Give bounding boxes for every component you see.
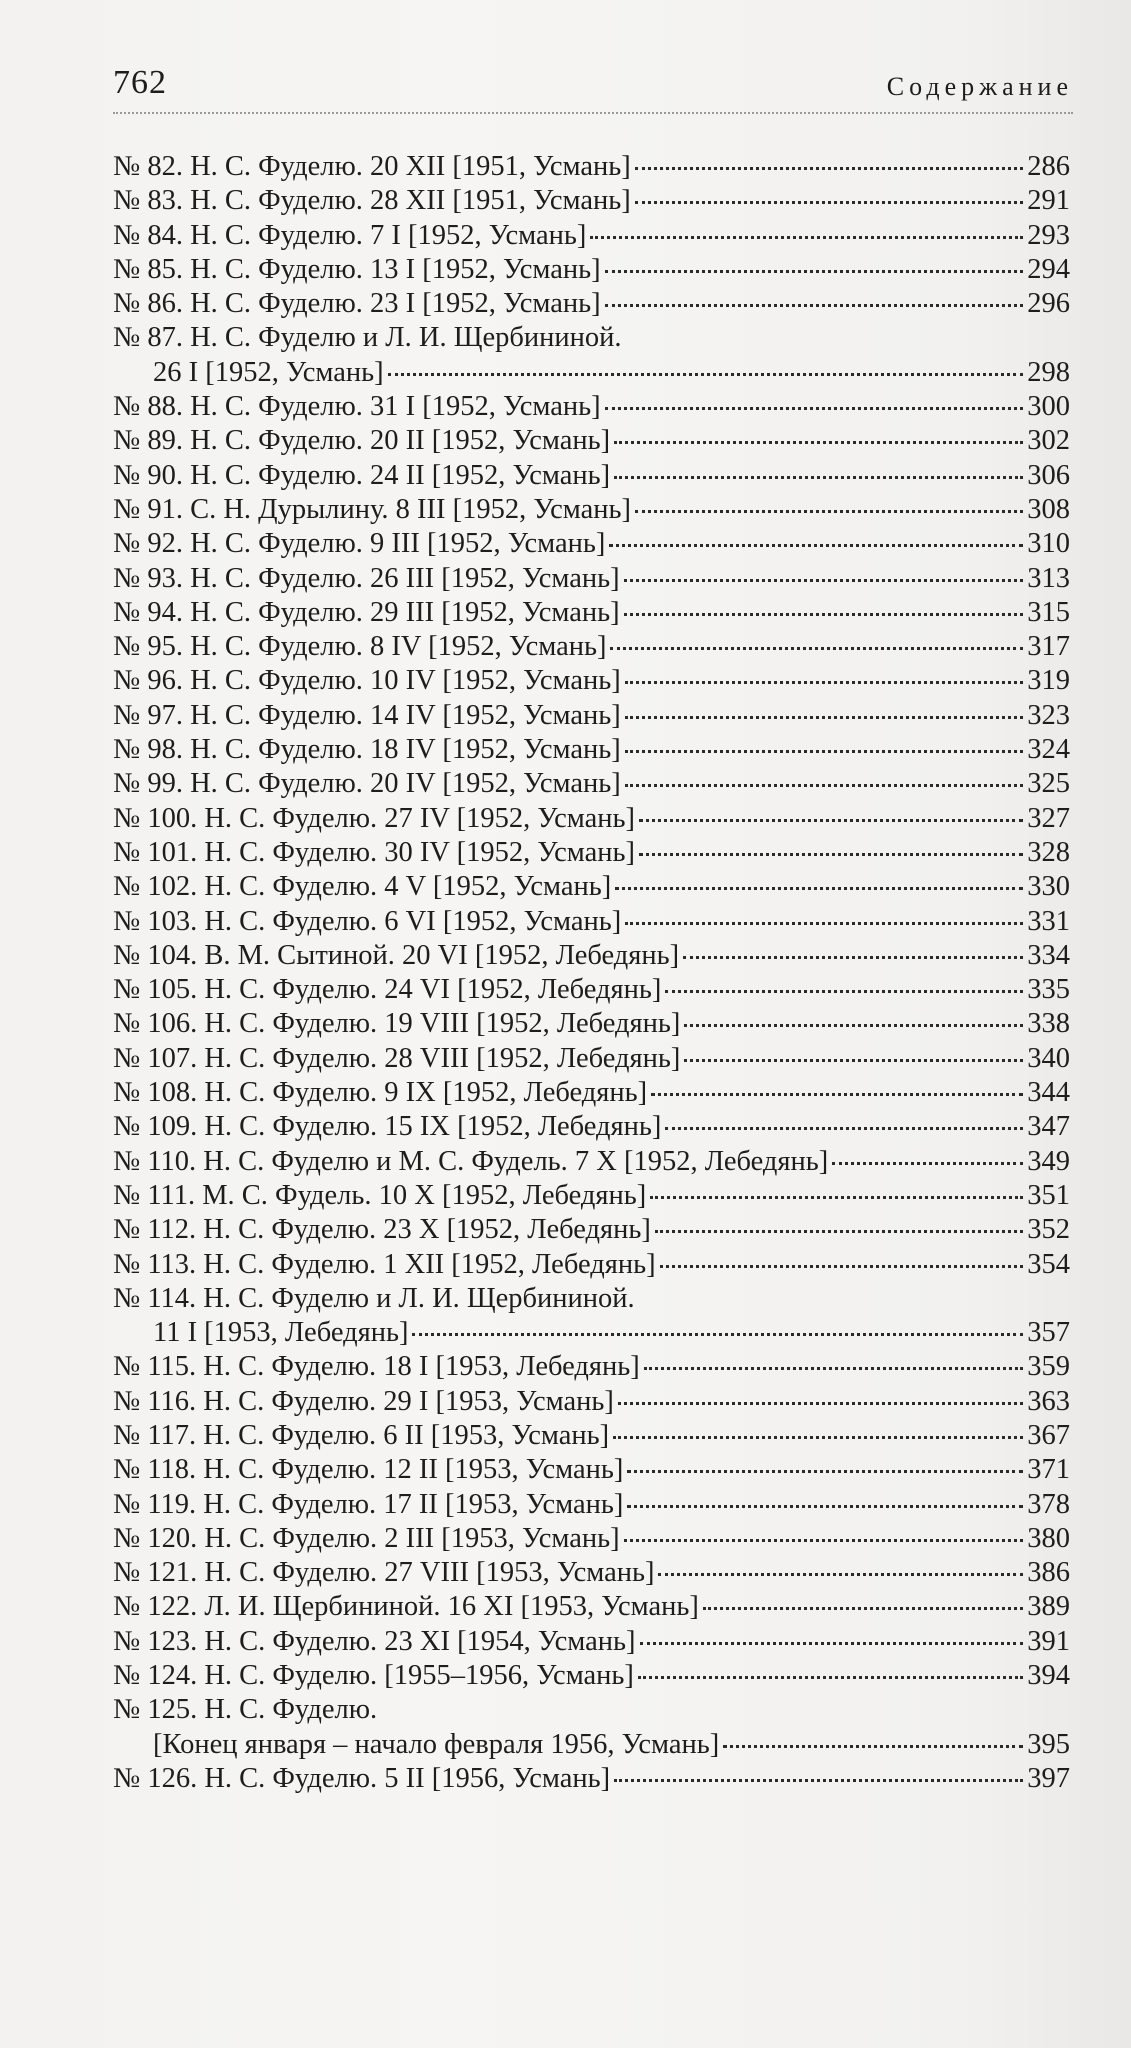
toc-entry <box>113 1042 1070 1076</box>
dot-leader <box>665 990 1023 993</box>
toc-entry-title: № 95. Н. С. Фуделю. 8 IV [1952, Усмань] <box>113 631 607 663</box>
toc-entry <box>113 184 1070 218</box>
dot-leader <box>639 853 1023 856</box>
toc-entry-title: № 122. Л. И. Щербининой. 16 XI [1953, Усмань] <box>113 1591 699 1623</box>
toc-entry <box>113 1453 1070 1487</box>
toc-page-number: 395 <box>1027 1728 1070 1760</box>
toc-entry-title: № 99. Н. С. Фуделю. 20 IV [1952, Усмань] <box>113 768 621 800</box>
toc-page-number: 386 <box>1027 1557 1070 1589</box>
toc-page-number: 338 <box>1027 1008 1070 1040</box>
toc-entry <box>113 1385 1070 1419</box>
toc-page-number: 335 <box>1027 974 1070 1006</box>
toc-entry-line <box>113 1625 1070 1659</box>
toc-entry <box>113 836 1070 870</box>
dot-leader <box>614 441 1023 444</box>
toc-entry-line <box>113 1248 1070 1282</box>
toc-entry-title: № 100. Н. С. Фуделю. 27 IV [1952, Усмань] <box>113 802 635 834</box>
toc-entry-line <box>113 287 1070 321</box>
toc-entry <box>113 390 1070 424</box>
toc-entry-title: № 123. Н. С. Фуделю. 23 XI [1954, Усмань] <box>113 1625 636 1657</box>
dot-leader <box>615 887 1023 890</box>
toc-entry <box>113 1213 1070 1247</box>
dot-leader <box>590 236 1023 239</box>
dot-leader <box>644 1367 1024 1370</box>
dot-leader <box>625 784 1024 787</box>
toc-entry-line <box>113 699 1070 733</box>
toc-entry-title: № 89. Н. С. Фуделю. 20 II [1952, Усмань] <box>113 425 611 457</box>
toc-entry-line <box>113 596 1070 630</box>
toc-entry-title: № 84. Н. С. Фуделю. 7 I [1952, Усмань] <box>113 219 587 251</box>
toc-entry-title: № 90. Н. С. Фуделю. 24 II [1952, Усмань] <box>113 459 611 491</box>
toc-page-number: 319 <box>1027 665 1070 697</box>
toc-page-number: 313 <box>1027 562 1070 594</box>
toc-entry <box>113 287 1070 321</box>
toc-entry <box>113 630 1070 664</box>
toc-entry-line <box>113 1728 1070 1762</box>
toc-entry-line <box>113 390 1070 424</box>
toc-page-number: 317 <box>1027 631 1070 663</box>
toc-page-number: 324 <box>1027 734 1070 766</box>
toc-page-number: 330 <box>1027 871 1070 903</box>
dot-leader <box>613 1436 1023 1439</box>
toc-page-number: 325 <box>1027 768 1070 800</box>
toc-page-number: 354 <box>1027 1248 1070 1280</box>
toc-entry <box>113 1522 1070 1556</box>
toc-page-number: 351 <box>1027 1179 1070 1211</box>
dot-leader <box>388 373 1024 376</box>
toc-entry <box>113 562 1070 596</box>
dot-leader <box>609 544 1023 547</box>
toc-entry-line <box>113 527 1070 561</box>
toc-entry <box>113 664 1070 698</box>
dot-leader <box>605 407 1024 410</box>
toc-entry <box>113 150 1070 184</box>
dot-leader <box>683 956 1023 959</box>
toc-entry-line <box>113 1316 1070 1350</box>
page-number: 762 <box>113 64 167 101</box>
dot-leader <box>832 1162 1023 1165</box>
dot-leader <box>651 1093 1023 1096</box>
toc-entry <box>113 1419 1070 1453</box>
toc-page-number: 371 <box>1027 1454 1070 1486</box>
dot-leader <box>624 1539 1024 1542</box>
toc-page-number: 349 <box>1027 1145 1070 1177</box>
toc-entry-title: № 119. Н. С. Фуделю. 17 II [1953, Усмань] <box>113 1488 624 1520</box>
toc-entry <box>113 1076 1070 1110</box>
toc-entry <box>113 1110 1070 1144</box>
toc-page-number: 291 <box>1027 185 1070 217</box>
dot-leader <box>639 819 1023 822</box>
dot-leader <box>614 1779 1023 1782</box>
toc-page-number: 340 <box>1027 1042 1070 1074</box>
toc-page-number: 357 <box>1027 1317 1070 1349</box>
section-title: Содержание <box>886 72 1073 101</box>
toc-page-number: 294 <box>1027 253 1070 285</box>
toc-entry-title: № 102. Н. С. Фуделю. 4 V [1952, Усмань] <box>113 871 612 903</box>
toc-page-number: 298 <box>1027 356 1070 388</box>
toc-entry-title: № 82. Н. С. Фуделю. 20 XII [1951, Усмань] <box>113 151 631 182</box>
toc-entry <box>113 733 1070 767</box>
toc-entry-line <box>113 493 1070 527</box>
toc-page-number: 286 <box>1027 151 1070 182</box>
dot-leader <box>412 1333 1023 1336</box>
toc-entry <box>113 596 1070 630</box>
toc-page-number: 363 <box>1027 1385 1070 1417</box>
toc-entry-title: № 83. Н. С. Фуделю. 28 XII [1951, Усмань] <box>113 185 631 217</box>
toc-entry-line <box>113 424 1070 458</box>
toc-page-number: 293 <box>1027 219 1070 251</box>
toc-page-number: 300 <box>1027 391 1070 423</box>
dot-leader <box>625 750 1024 753</box>
dot-leader <box>665 1127 1023 1130</box>
toc-entry <box>113 1007 1070 1041</box>
toc-entry <box>113 1693 1070 1762</box>
toc-entry-title: № 104. В. М. Сытиной. 20 VI [1952, Лебедянь] <box>113 939 680 971</box>
toc-page-number: 378 <box>1027 1488 1070 1520</box>
toc-page-number: 352 <box>1027 1214 1070 1246</box>
toc-entry <box>113 1282 1070 1351</box>
toc-entry-line <box>113 767 1070 801</box>
dot-leader <box>624 579 1024 582</box>
toc-entry-title: № 105. Н. С. Фуделю. 24 VI [1952, Лебедянь] <box>113 974 662 1006</box>
toc-entry-line <box>113 1213 1070 1247</box>
toc-page-number: 296 <box>1027 288 1070 320</box>
dot-leader <box>723 1745 1023 1748</box>
toc-entry-title: № 94. Н. С. Фуделю. 29 III [1952, Усмань] <box>113 596 620 628</box>
toc-entry-title: № 85. Н. С. Фуделю. 13 I [1952, Усмань] <box>113 253 601 285</box>
toc-entry <box>113 1556 1070 1590</box>
dot-leader <box>614 476 1023 479</box>
toc-entry-line <box>113 1042 1070 1076</box>
toc-entry-title: № 97. Н. С. Фуделю. 14 IV [1952, Усмань] <box>113 699 621 731</box>
toc-page-number: 331 <box>1027 905 1070 937</box>
dot-leader <box>605 270 1024 273</box>
toc-entry-line <box>113 664 1070 698</box>
dot-leader <box>605 304 1024 307</box>
toc-entry <box>113 459 1070 493</box>
toc-entry-title: № 121. Н. С. Фуделю. 27 VIII [1953, Усмань] <box>113 1557 655 1589</box>
toc-entry-line <box>113 1282 1070 1316</box>
dot-leader <box>625 681 1024 684</box>
toc-entry-line <box>113 1110 1070 1144</box>
toc-entry-title: № 120. Н. С. Фуделю. 2 III [1953, Усмань] <box>113 1522 620 1554</box>
toc-entry-line <box>113 356 1070 390</box>
toc-entry-line <box>113 905 1070 939</box>
toc-entry-line <box>113 733 1070 767</box>
toc-entry-line <box>113 1350 1070 1384</box>
toc-entry-line <box>113 1762 1070 1796</box>
toc-entry-line <box>113 1693 1070 1727</box>
toc-entry <box>113 699 1070 733</box>
toc-entry-line <box>113 1076 1070 1110</box>
toc-entry-line <box>113 1556 1070 1590</box>
dot-leader <box>625 922 1023 925</box>
toc-entry-title: № 106. Н. С. Фуделю. 19 VIII [1952, Лебедянь] <box>113 1008 681 1040</box>
toc-entry <box>113 1145 1070 1179</box>
toc-entry-title: № 107. Н. С. Фуделю. 28 VIII [1952, Лебедянь] <box>113 1042 681 1074</box>
toc-entry-title: № 93. Н. С. Фуделю. 26 III [1952, Усмань] <box>113 562 620 594</box>
toc-entry <box>113 1762 1070 1796</box>
toc-entry-line <box>113 1179 1070 1213</box>
toc-entry-title: № 108. Н. С. Фуделю. 9 IX [1952, Лебедянь] <box>113 1077 648 1109</box>
toc-entry-line <box>113 630 1070 664</box>
toc-entry-line <box>113 150 1070 184</box>
dot-leader <box>658 1573 1023 1576</box>
toc-entry-line <box>113 459 1070 493</box>
dot-leader <box>684 1059 1023 1062</box>
toc-entry-title: № 103. Н. С. Фуделю. 6 VI [1952, Усмань] <box>113 905 622 937</box>
toc-entry-title: № 98. Н. С. Фуделю. 18 IV [1952, Усмань] <box>113 734 621 766</box>
dot-leader <box>655 1230 1023 1233</box>
dot-leader <box>640 1642 1024 1645</box>
toc-entry <box>113 870 1070 904</box>
toc-entry <box>113 527 1070 561</box>
toc-entry-line <box>113 321 1070 355</box>
toc-entry-title: № 126. Н. С. Фуделю. 5 II [1956, Усмань] <box>113 1762 611 1794</box>
toc-entry-title: № 96. Н. С. Фуделю. 10 IV [1952, Усмань] <box>113 665 621 697</box>
toc-entry-line <box>113 562 1070 596</box>
dot-leader <box>625 716 1024 719</box>
toc-entry-title: № 113. Н. С. Фуделю. 1 XII [1952, Лебедянь] <box>113 1248 656 1280</box>
toc-entry-line <box>113 1522 1070 1556</box>
toc-entry <box>113 424 1070 458</box>
toc-entry <box>113 253 1070 287</box>
toc-entry <box>113 802 1070 836</box>
toc-entry-title: № 116. Н. С. Фуделю. 29 I [1953, Усмань] <box>113 1385 614 1417</box>
dot-leader <box>627 1505 1023 1508</box>
toc-entry-line <box>113 1488 1070 1522</box>
dot-leader <box>635 167 1024 170</box>
toc-entry-title: № 124. Н. С. Фуделю. [1955–1956, Усмань] <box>113 1660 634 1692</box>
dot-leader <box>610 647 1023 650</box>
toc-entry-title: 26 I [1952, Усмань] <box>153 356 384 388</box>
toc-page-number: 306 <box>1027 459 1070 491</box>
toc-page-number: 323 <box>1027 699 1070 731</box>
header-divider <box>113 112 1073 114</box>
toc-entry-title: [Конец января – начало февраля 1956, Усмань] <box>153 1728 720 1760</box>
toc-entry-line <box>113 253 1070 287</box>
dot-leader <box>635 201 1024 204</box>
toc-entry-line <box>113 1453 1070 1487</box>
toc-entry-line <box>113 184 1070 218</box>
toc-entry <box>113 767 1070 801</box>
toc-entry <box>113 1350 1070 1384</box>
toc-page-number: 310 <box>1027 528 1070 560</box>
dot-leader <box>635 510 1023 513</box>
toc-page-number: 315 <box>1027 596 1070 628</box>
toc-entry <box>113 939 1070 973</box>
toc-entry-line <box>113 1007 1070 1041</box>
toc-entry-title: № 109. Н. С. Фуделю. 15 IX [1952, Лебедянь] <box>113 1111 662 1143</box>
toc-entry-line <box>113 802 1070 836</box>
toc-page-number: 334 <box>1027 939 1070 971</box>
toc-entry-line <box>113 939 1070 973</box>
toc-entry-title: № 112. Н. С. Фуделю. 23 X [1952, Лебедянь] <box>113 1214 651 1246</box>
toc-entry-title: № 125. Н. С. Фуделю. <box>113 1694 378 1726</box>
toc-page-number: 347 <box>1027 1111 1070 1143</box>
toc-page-number: 344 <box>1027 1077 1070 1109</box>
dot-leader <box>618 1402 1023 1405</box>
toc-entry-line <box>113 1145 1070 1179</box>
toc-entry-title: № 91. С. Н. Дурылину. 8 III [1952, Усмань] <box>113 493 631 525</box>
toc-page-number: 394 <box>1027 1660 1070 1692</box>
toc-entry-title: № 111. М. С. Фудель. 10 X [1952, Лебедянь] <box>113 1179 647 1211</box>
toc-page-number: 327 <box>1027 802 1070 834</box>
toc-entry <box>113 321 1070 390</box>
toc-entry-title: № 115. Н. С. Фуделю. 18 I [1953, Лебедянь] <box>113 1351 640 1383</box>
toc-page-number: 397 <box>1027 1762 1070 1794</box>
toc-entry-title: № 101. Н. С. Фуделю. 30 IV [1952, Усмань] <box>113 836 635 868</box>
toc-entry <box>113 1248 1070 1282</box>
toc-entry <box>113 1179 1070 1213</box>
toc-entry-title: № 92. Н. С. Фуделю. 9 III [1952, Усмань] <box>113 528 606 560</box>
toc-entry-line <box>113 870 1070 904</box>
toc-entry-line <box>113 973 1070 1007</box>
dot-leader <box>650 1196 1023 1199</box>
toc-page-number: 367 <box>1027 1419 1070 1451</box>
toc-entry <box>113 1659 1070 1693</box>
toc-entry <box>113 1488 1070 1522</box>
dot-leader <box>684 1024 1023 1027</box>
toc-entry-title: № 86. Н. С. Фуделю. 23 I [1952, Усмань] <box>113 288 601 320</box>
toc-page-number: 380 <box>1027 1522 1070 1554</box>
dot-leader <box>638 1676 1023 1679</box>
toc-entry-title: № 118. Н. С. Фуделю. 12 II [1953, Усмань] <box>113 1454 624 1486</box>
toc-page-number: 302 <box>1027 425 1070 457</box>
toc-entry <box>113 1625 1070 1659</box>
table-of-contents <box>113 150 1070 1796</box>
toc-entry <box>113 493 1070 527</box>
toc-entry-line <box>113 1659 1070 1693</box>
toc-entry-title: № 88. Н. С. Фуделю. 31 I [1952, Усмань] <box>113 391 601 423</box>
toc-entry-title: № 117. Н. С. Фуделю. 6 II [1953, Усмань] <box>113 1419 610 1451</box>
toc-entry-title: № 87. Н. С. Фуделю и Л. И. Щербининой. <box>113 322 622 354</box>
toc-entry-line <box>113 836 1070 870</box>
toc-entry <box>113 973 1070 1007</box>
toc-entry-line <box>113 1385 1070 1419</box>
toc-page-number: 389 <box>1027 1591 1070 1623</box>
toc-page-number: 308 <box>1027 493 1070 525</box>
dot-leader <box>624 613 1024 616</box>
page-header <box>113 58 1073 118</box>
toc-page-number: 391 <box>1027 1625 1070 1657</box>
toc-entry-title: № 114. Н. С. Фуделю и Л. И. Щербининой. <box>113 1282 635 1314</box>
toc-entry-line <box>113 1590 1070 1624</box>
toc-entry-title: № 110. Н. С. Фуделю и М. С. Фудель. 7 X [1952, Лебедянь] <box>113 1145 829 1177</box>
toc-entry <box>113 219 1070 253</box>
toc-entry-line <box>113 1419 1070 1453</box>
toc-page-number: 328 <box>1027 836 1070 868</box>
toc-entry-title: 11 I [1953, Лебедянь] <box>153 1317 409 1349</box>
toc-page-number: 359 <box>1027 1351 1070 1383</box>
dot-leader <box>703 1607 1023 1610</box>
toc-entry <box>113 1590 1070 1624</box>
dot-leader <box>627 1470 1023 1473</box>
toc-entry-line <box>113 219 1070 253</box>
dot-leader <box>660 1265 1024 1268</box>
toc-entry <box>113 905 1070 939</box>
